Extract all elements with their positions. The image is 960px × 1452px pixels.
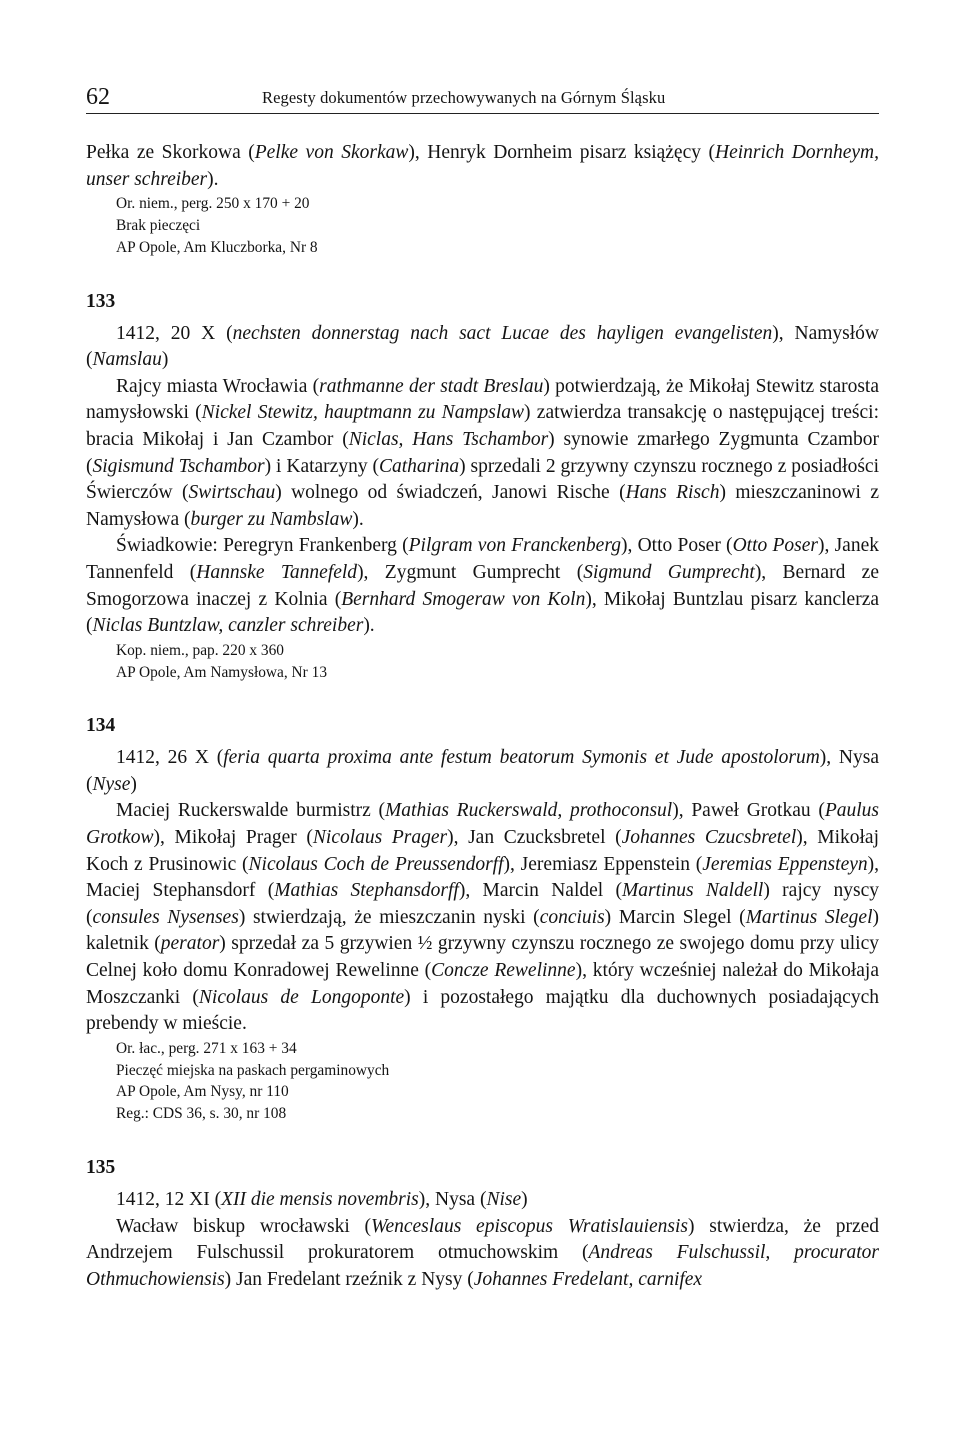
page-content [86, 140, 879, 1293]
page-header [86, 84, 879, 110]
entry-134-meta-3: Reg.: CDS 36, s. 30, nr 108 [116, 1105, 287, 1123]
running-title: Regesty dokumentów przechowywanych na Górnym Śląsku [262, 88, 666, 107]
entry-133-meta-0: Kop. niem., pap. 220 x 360 [116, 641, 284, 659]
entry-132-meta-2: AP Opole, Am Kluczborka, Nr 8 [116, 238, 318, 256]
entry-133-body: Rajcy miasta Wrocławia (rathmanne der stadt Breslau) potwierdzają, że Mikołaj Stewitz starosta namysłowski (Nickel Stewitz, hauptmann zu Nampslaw) zatwierdza transakcję o następującej treści: bracia Mikołaj i Jan Czambor (Niclas, Hans Tschambor) synowie zmarłego Zygmunta Czambor (Sigismund Tschambor) i Katarzyny (Catharina) sprzedali 2 grzywny czynszu rocznego z posiadłości Świerczów (Swirtschau) wolnego od świadczeń, Janowi Rische (Hans Risch) mieszczaninowi z Namysłowa (burger zu Nambslaw). [86, 375, 880, 530]
entry-133-witnesses: Świadkowie: Peregryn Frankenberg (Pilgram von Franckenberg), Otto Poser (Otto Poser), Janek Tannenfeld (Hannske Tannefeld), Zygmunt Gumprecht (Sigmund Gumprecht), Bernard ze Smogorzowa inaczej z Kolnia (Bernhard Smogeraw von Koln), Mikołaj Buntzlau pisarz kanclerza (Niclas Buntzlaw, canzler schreiber). [86, 535, 880, 637]
page-number: 62 [86, 84, 110, 110]
entry-135-number: 135 [86, 1157, 116, 1179]
entry-135-date: 1412, 12 XI (XII die mensis novembris), Nysa (Nise) [116, 1189, 528, 1211]
entry-134-meta-2: AP Opole, Am Nysy, nr 110 [116, 1083, 289, 1101]
entry-134-date: 1412, 26 X (feria quarta proxima ante festum beatorum Symonis et Jude apostolorum), Nysa (Nyse) [86, 747, 879, 795]
entry-132-meta-1: Brak pieczęci [116, 216, 201, 234]
entry-133-date: 1412, 20 X (nechsten donnerstag nach sact Lucae des hayligen evangelisten), Namysłów (Namslau) [86, 322, 879, 371]
entry-134-meta-0: Or. łac., perg. 271 x 163 + 34 [116, 1039, 297, 1057]
header-rule [86, 113, 879, 114]
entry-132-meta-0: Or. niem., perg. 250 x 170 + 20 [116, 195, 310, 213]
entry-134-body: Maciej Ruckerswalde burmistrz (Mathias Ruckerswald, prothoconsul), Paweł Grotkau (Paulus Grotkow), Mikołaj Prager (Nicolaus Prager), Jan Czucksbretel (Johannes Czucsbretel), Mikołaj Koch z Prusinowic (Nicolaus Coch de Preussendorff), Jeremiasz Eppenstein (Jeremias Eppensteyn), Maciej Stephansdorf (Mathias Stephansdorff), Marcin Naldel (Martinus Naldell) rajcy nyscy (consules Nysenses) stwierdzają, że mieszczanin nyski (conciuis) Marcin Slegel (Martinus Slegel) kaletnik (perator) sprzedał za 5 grzywien ½ grzywny czynszu rocznego ze swojego domu przy ulicy Celnej koło domu Konradowej Rewelinne (Concze Rewelinne), który wcześniej należał do Mikołaja Moszczanki (Nicolaus de Longoponte) i pozostałego majątku dla duchownych posiadających prebendy w mieście. [86, 800, 880, 1035]
entry-132-text: Pełka ze Skorkowa (Pelke von Skorkaw), Henryk Dornheim pisarz książęcy (Heinrich Dornheym, unser schreiber). [86, 142, 879, 190]
entry-133-number: 133 [86, 290, 116, 312]
entry-135-body: Wacław biskup wrocławski (Wenceslaus episcopus Wratislauiensis) stwierdza, że przed Andrzejem Fulschussil prokuratorem otmuchowskim (Andreas Fulschussil, procurator Othmuchowiensis) Jan Fredelant rzeźnik z Nysy (Johannes Fredelant, carnifex [86, 1215, 880, 1290]
entry-134-meta-1: Pieczęć miejska na paskach pergaminowych [116, 1061, 390, 1079]
entry-133-meta-1: AP Opole, Am Namysłowa, Nr 13 [116, 663, 328, 681]
entry-134-number: 134 [86, 715, 116, 737]
